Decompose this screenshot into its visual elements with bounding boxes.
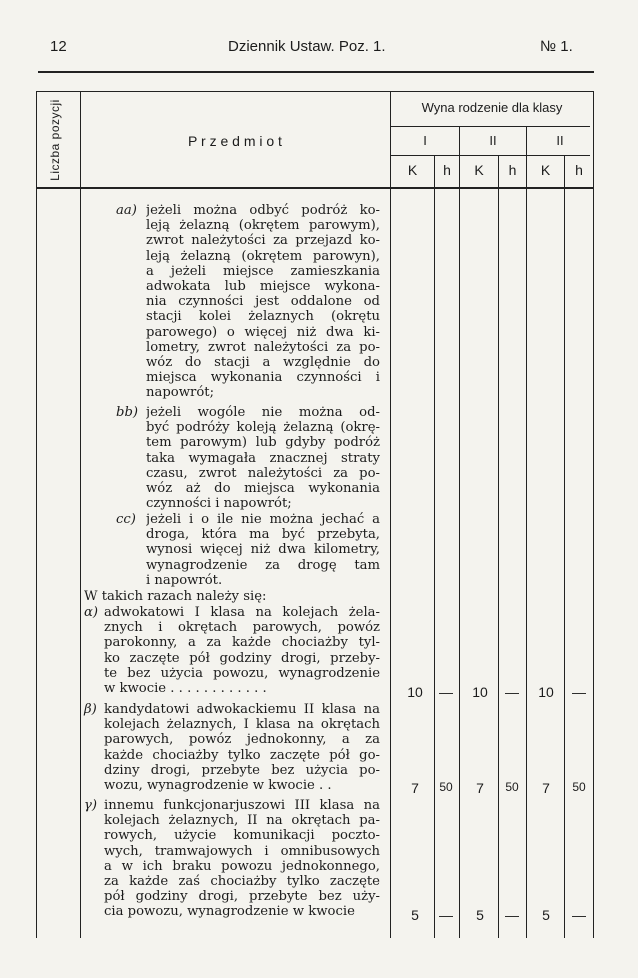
- text-line: każde chociażby tylko zaczęte pół go-: [104, 747, 380, 763]
- remuneration-header: Wyna rodzenie dla klasy: [421, 100, 563, 115]
- page-number: 12: [50, 38, 67, 55]
- class-2-header: II: [489, 133, 497, 148]
- value-korony: 5: [476, 907, 484, 923]
- enumeration-label: aa): [116, 203, 137, 218]
- text-line: wynosi więcej niż dwa kilometry,: [146, 542, 380, 558]
- value-halerze: —: [505, 907, 519, 923]
- enumeration-label: β): [84, 702, 97, 717]
- value-halerze: —: [572, 684, 586, 700]
- value-halerze: —: [439, 684, 453, 700]
- text-line: kolejach żelaznych, II na okrętach pa-: [104, 813, 380, 829]
- value-halerze: 50: [505, 780, 519, 794]
- subject-column-header: P r z e d m i o t: [188, 133, 282, 149]
- header-rule: [38, 71, 594, 73]
- enumeration-label: γ): [84, 798, 98, 813]
- value-halerze: —: [439, 907, 453, 923]
- text-line: tem parowym) lub gdyby podróż: [146, 435, 380, 451]
- journal-title: Dziennik Ustaw. Poz. 1.: [228, 38, 386, 55]
- value-halerze: 50: [439, 780, 453, 794]
- text-line: innemu funkcjonarjuszowi III klasa na: [104, 798, 380, 813]
- text-line: lometry, zwrot należytości za po-: [146, 339, 380, 355]
- text-line: parowych, powóz jednokonny, a za: [104, 732, 380, 748]
- text-line: jeżeli można odbyć podróż ko-: [146, 203, 380, 218]
- value-korony: 10: [407, 684, 423, 700]
- text-line: rowych, użycie komunikacji poczto-: [104, 828, 380, 844]
- text-line: kolejach żelaznych, I klasa na okrętach: [104, 717, 380, 733]
- text-line: parowego) o więcej niż dwa ki-: [146, 324, 380, 340]
- text-line: wóz do stacji a względnie do: [146, 355, 380, 370]
- value-halerze: —: [572, 907, 586, 923]
- class-1-header: I: [423, 133, 427, 148]
- value-halerze: —: [505, 684, 519, 700]
- unit-header: h: [508, 162, 517, 178]
- unit-header: K: [540, 162, 551, 178]
- text-line: za każde zaś chociażby tylko zaczęte: [104, 874, 380, 889]
- text-line: wych, tramwajowych i omnibusowych: [104, 843, 380, 859]
- value-korony: 10: [472, 684, 488, 700]
- text-line: parokonny, a za każde chociażby tyl-: [104, 635, 380, 651]
- text-line: kandydatowi adwokackiemu II klasa na: [104, 702, 380, 717]
- text-line: stacji kolei żelaznych (okrętu: [146, 309, 380, 325]
- text-line: miejsca wykonania czynności i: [146, 370, 380, 386]
- value-korony: 7: [542, 780, 550, 796]
- text-line: w kwocie . . . . . . . . . . . .: [104, 681, 267, 696]
- text-line: być podróży koleją żelazną (okrę-: [146, 420, 380, 436]
- text-line: leją żelazną (okrętem parowyn),: [146, 248, 380, 264]
- text-line: adwokatowi I klasa na kolejach żela-: [104, 605, 380, 620]
- text-line: dziny drogi, przebyte bez użycia po-: [104, 762, 380, 778]
- text-line: pół godziny drogi, przebyte bez uży-: [104, 889, 380, 905]
- text-line: wynagrodzenie za drogę tam: [146, 557, 380, 573]
- text-line: adwokata lub miejsce wykona-: [146, 279, 380, 294]
- text-line: jeżeli wogóle nie można od-: [146, 405, 380, 420]
- text-line: W takich razach należy się:: [84, 589, 267, 604]
- text-line: zwrot należytości za przejazd ko-: [146, 233, 380, 249]
- text-line: i napowrót.: [146, 572, 223, 588]
- text-line: czynności i napowrót;: [146, 496, 292, 512]
- value-halerze: 50: [572, 780, 586, 794]
- text-line: te bez użycia powozu, wynagrodzenie: [104, 665, 380, 681]
- enumeration-label: cc): [116, 512, 136, 527]
- text-line: nia czynności jest oddalone od: [146, 294, 380, 310]
- value-korony: 5: [542, 907, 550, 923]
- text-line: wóz aż do miejsca wykonania: [146, 481, 380, 496]
- text-line: cia powozu, wynagrodzenie w kwocie: [104, 904, 355, 920]
- issue-number: № 1.: [540, 38, 573, 55]
- enumeration-label: bb): [116, 405, 139, 420]
- unit-header: K: [474, 162, 484, 178]
- text-line: napowrót;: [146, 385, 215, 401]
- text-line: taka wymagała znacznej straty: [146, 450, 380, 466]
- text-line: jeżeli i o ile nie można jechać a: [146, 512, 380, 527]
- value-korony: 7: [476, 780, 484, 796]
- unit-header: h: [575, 162, 583, 178]
- text-line: czasu, zwrot należytości za po-: [146, 465, 380, 481]
- value-korony: 7: [411, 780, 419, 796]
- enumeration-label: α): [84, 605, 99, 620]
- unit-header: h: [443, 162, 451, 178]
- value-korony: 5: [411, 907, 419, 923]
- text-line: ko zaczęte pół godziny drogi, przeby-: [104, 650, 380, 666]
- text-line: znych i okrętach parowych, powóz: [104, 620, 380, 636]
- text-line: wozu, wynagrodzenie w kwocie . .: [104, 778, 332, 793]
- value-korony: 10: [538, 684, 554, 700]
- text-line: leją żelazną (okrętem parowym),: [146, 218, 380, 234]
- position-number-column-header: Liczba pozycji: [48, 99, 63, 181]
- unit-header: K: [407, 162, 418, 178]
- text-line: droga, która ma być przebyta,: [146, 527, 380, 543]
- text-line: a jeżeli miejsce zamieszkania: [146, 263, 380, 279]
- text-line: a w ich braku powozu jednokonnego,: [104, 858, 380, 874]
- class-3-header: II: [556, 133, 564, 148]
